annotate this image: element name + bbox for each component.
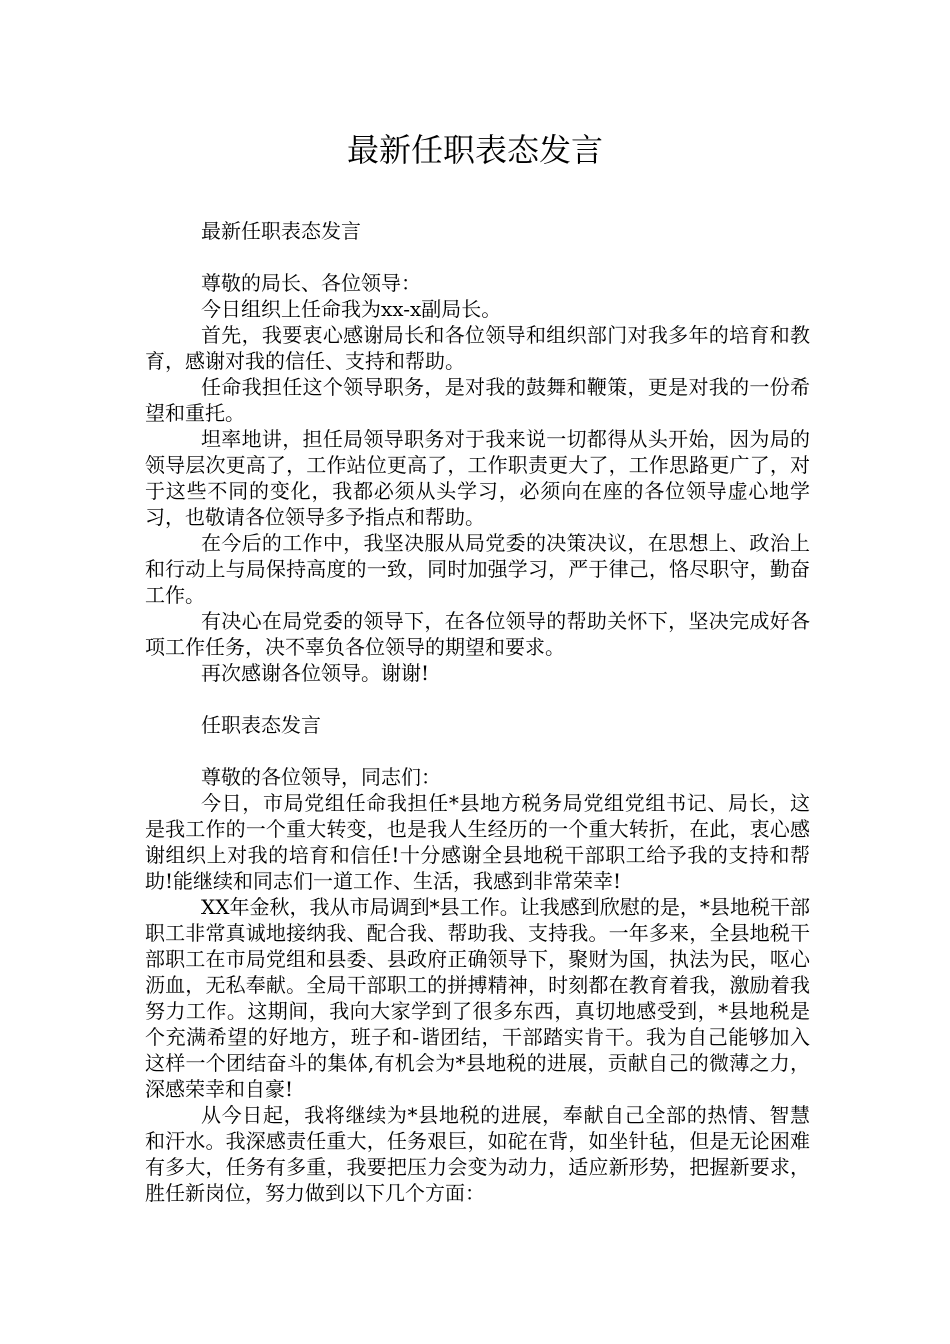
paragraph: 在今后的工作中，我坚决服从局党委的决策决议，在思想上、政治上和行动上与局保持高度的一致，同时加强学习，严于律己，恪尽职守，勤奋工作。 (145, 531, 810, 607)
paragraph: 任命我担任这个领导职务，是对我的鼓舞和鞭策，更是对我的一份希望和重托。 (145, 375, 810, 425)
paragraph: 从今日起，我将继续为*县地税的进展，奉献自己全部的热情、智慧和汗水。我深感责任重大，任务艰巨，如砣在背，如坐针毡，但是无论困难有多大，任务有多重，我要把压力会变为动力，适应新形势，把握新要求，胜任新岗位，努力做到以下几个方面： (145, 1103, 810, 1205)
document-title: 最新任职表态发言 (346, 131, 603, 169)
salutation: 尊敬的局长、各位领导： (201, 271, 421, 295)
paragraph: 有决心在局党委的领导下，在各位领导的帮助关怀下，坚决完成好各项工作任务，决不辜负各位领导的期望和要求。 (145, 609, 810, 659)
paragraph: 坦率地讲，担任局领导职务对于我来说一切都得从头开始，因为局的领导层次更高了，工作站位更高了，工作职责更大了，工作思路更广了，对于这些不同的变化，我都必须从头学习，必须向在座的各位领导虚心地学习，也敬请各位领导多予指点和帮助。 (145, 427, 810, 529)
paragraph-gap (145, 738, 810, 764)
salutation: 尊敬的各位领导，同志们： (201, 765, 441, 789)
paragraph: 今日，市局党组任命我担任*县地方税务局党组党组书记、局长，这是我工作的一个重大转变，也是我人生经历的一个重大转折，在此，衷心感谢组织上对我的培育和信任!十分感谢全县地税干部职工给予我的支持和帮助!能继续和同志们一道工作、生活，我感到非常荣幸! (145, 791, 810, 893)
section-heading: 最新任职表态发言 (201, 219, 361, 243)
paragraph: 首先，我要衷心感谢局长和各位领导和组织部门对我多年的培育和教育，感谢对我的信任、支持和帮助。 (145, 323, 810, 373)
section-heading: 任职表态发言 (201, 713, 321, 737)
paragraph: XX年金秋，我从市局调到*县工作。让我感到欣慰的是，*县地税干部职工非常真诚地接纳我、配合我、帮助我、支持我。一年多来，全县地税干部职工在市局党组和县委、县政府正确领导下，聚财为国，执法为民，呕心沥血，无私奉献。全局干部职工的拼搏精神，时刻都在教育着我，激励着我努力工作。这期间，我向大家学到了很多东西，真切地感受到，*县地税是个充满希望的好地方，班子和-谐团结，干部踏实肯干。我为自己能够加入这样一个团结奋斗的集体,有机会为*县地税的进展，贡献自己的微薄之力，深感荣幸和自豪! (145, 895, 810, 1101)
paragraph: 再次感谢各位领导。谢谢! (201, 661, 430, 685)
document-body (145, 218, 810, 1206)
paragraph: 今日组织上任命我为xx-x副局长。 (201, 297, 502, 321)
paragraph-gap (145, 686, 810, 712)
paragraph-gap (145, 244, 810, 270)
